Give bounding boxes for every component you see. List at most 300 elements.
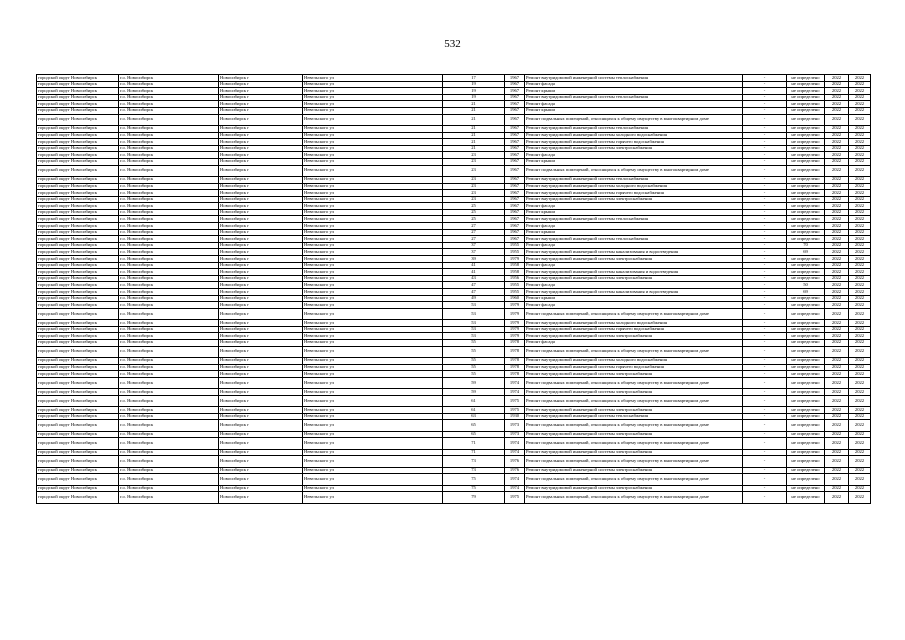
- dash-cell: -: [743, 339, 787, 346]
- year-end-cell: 2022: [849, 101, 871, 108]
- year-built-cell: 1967: [505, 176, 525, 183]
- district-cell: г.о. Новосибирск: [119, 275, 219, 282]
- house-number-cell: 27: [443, 229, 505, 236]
- table-row: [37, 88, 871, 95]
- year-start-cell: 2022: [825, 431, 849, 438]
- dash-cell: -: [743, 474, 787, 485]
- municipality-cell: городской округ Новосибирск: [37, 94, 119, 101]
- year-built-cell: 1967: [505, 216, 525, 223]
- cost-cell: не определено: [787, 275, 825, 282]
- street-cell: Невельского ул: [303, 249, 443, 256]
- cost-cell: не определено: [787, 75, 825, 82]
- year-start-cell: 2022: [825, 377, 849, 388]
- settlement-cell: Новосибирск г: [219, 101, 303, 108]
- table-row: [37, 420, 871, 431]
- year-start-cell: 2022: [825, 249, 849, 256]
- year-built-cell: 1978: [505, 346, 525, 357]
- table-row: [37, 229, 871, 236]
- cost-cell: не определено: [787, 474, 825, 485]
- dash-cell: -: [743, 81, 787, 88]
- year-start-cell: 2022: [825, 364, 849, 371]
- dash-cell: -: [743, 125, 787, 132]
- year-end-cell: 2022: [849, 295, 871, 302]
- house-number-cell: 53: [443, 326, 505, 333]
- settlement-cell: Новосибирск г: [219, 431, 303, 438]
- house-number-cell: 43: [443, 275, 505, 282]
- table-row: [37, 262, 871, 269]
- year-start-cell: 2022: [825, 289, 849, 296]
- street-cell: Невельского ул: [303, 94, 443, 101]
- house-number-cell: 73: [443, 467, 505, 474]
- district-cell: г.о. Новосибирск: [119, 125, 219, 132]
- settlement-cell: Новосибирск г: [219, 125, 303, 132]
- work-type-cell: Ремонт фасада: [525, 152, 743, 159]
- house-number-cell: 25: [443, 209, 505, 216]
- work-type-cell: Ремонт внутридомовой инженерной системы электроснабжения: [525, 407, 743, 414]
- municipality-cell: городской округ Новосибирск: [37, 196, 119, 203]
- table-row: [37, 101, 871, 108]
- house-number-cell: 79: [443, 492, 505, 503]
- year-end-cell: 2022: [849, 209, 871, 216]
- municipality-cell: городской округ Новосибирск: [37, 176, 119, 183]
- district-cell: г.о. Новосибирск: [119, 339, 219, 346]
- cost-cell: 69: [787, 249, 825, 256]
- house-number-cell: 55: [443, 339, 505, 346]
- cost-cell: не определено: [787, 223, 825, 230]
- year-start-cell: 2022: [825, 132, 849, 139]
- settlement-cell: Новосибирск г: [219, 295, 303, 302]
- cost-cell: не определено: [787, 467, 825, 474]
- cost-cell: не определено: [787, 438, 825, 449]
- cost-cell: не определено: [787, 209, 825, 216]
- work-type-cell: Ремонт внутридомовой инженерной системы теплоснабжения: [525, 125, 743, 132]
- cost-cell: не определено: [787, 152, 825, 159]
- year-start-cell: 2022: [825, 320, 849, 327]
- street-cell: Невельского ул: [303, 467, 443, 474]
- year-end-cell: 2022: [849, 326, 871, 333]
- municipality-cell: городской округ Новосибирск: [37, 420, 119, 431]
- year-end-cell: 2022: [849, 389, 871, 396]
- dash-cell: -: [743, 302, 787, 309]
- year-built-cell: 1930: [505, 413, 525, 420]
- year-built-cell: 1973: [505, 420, 525, 431]
- house-number-cell: 73: [443, 456, 505, 467]
- table-row: [37, 302, 871, 309]
- work-type-cell: Ремонт внутридомовой инженерной системы электроснабжения: [525, 275, 743, 282]
- table-row: [37, 216, 871, 223]
- table-body: [37, 75, 871, 504]
- district-cell: г.о. Новосибирск: [119, 413, 219, 420]
- house-number-cell: 59: [443, 389, 505, 396]
- district-cell: г.о. Новосибирск: [119, 256, 219, 263]
- year-built-cell: 1955: [505, 249, 525, 256]
- street-cell: Невельского ул: [303, 145, 443, 152]
- house-number-cell: 65: [443, 420, 505, 431]
- year-end-cell: 2022: [849, 94, 871, 101]
- district-cell: г.о. Новосибирск: [119, 165, 219, 176]
- street-cell: Невельского ул: [303, 302, 443, 309]
- municipality-cell: городской округ Новосибирск: [37, 389, 119, 396]
- street-cell: Невельского ул: [303, 339, 443, 346]
- settlement-cell: Новосибирск г: [219, 81, 303, 88]
- work-type-cell: Ремонт внутридомовой инженерной системы холодного водоснабжения: [525, 132, 743, 139]
- cost-cell: не определено: [787, 269, 825, 276]
- dash-cell: -: [743, 326, 787, 333]
- house-number-cell: 63: [443, 413, 505, 420]
- work-type-cell: Ремонт фасада: [525, 101, 743, 108]
- district-cell: г.о. Новосибирск: [119, 308, 219, 319]
- work-type-cell: Ремонт фасада: [525, 242, 743, 249]
- municipality-cell: городской округ Новосибирск: [37, 107, 119, 114]
- cost-cell: не определено: [787, 389, 825, 396]
- municipality-cell: городской округ Новосибирск: [37, 165, 119, 176]
- settlement-cell: Новосибирск г: [219, 389, 303, 396]
- street-cell: Невельского ул: [303, 456, 443, 467]
- street-cell: Невельского ул: [303, 196, 443, 203]
- year-end-cell: 2022: [849, 346, 871, 357]
- cost-cell: не определено: [787, 256, 825, 263]
- year-start-cell: 2022: [825, 269, 849, 276]
- year-end-cell: 2022: [849, 333, 871, 340]
- table-row: [37, 364, 871, 371]
- year-start-cell: 2022: [825, 183, 849, 190]
- year-built-cell: 1967: [505, 190, 525, 197]
- year-start-cell: 2022: [825, 81, 849, 88]
- house-number-cell: 23: [443, 183, 505, 190]
- street-cell: Невельского ул: [303, 88, 443, 95]
- dash-cell: -: [743, 114, 787, 125]
- year-built-cell: 1979: [505, 302, 525, 309]
- work-type-cell: Ремонт подвальных помещений, относящихся к общему имуществу в многоквартирном доме: [525, 438, 743, 449]
- settlement-cell: Новосибирск г: [219, 485, 303, 492]
- house-number-cell: 53: [443, 308, 505, 319]
- street-cell: Невельского ул: [303, 275, 443, 282]
- year-start-cell: 2022: [825, 196, 849, 203]
- cost-cell: не определено: [787, 449, 825, 456]
- cost-cell: не определено: [787, 107, 825, 114]
- year-start-cell: 2022: [825, 223, 849, 230]
- year-end-cell: 2022: [849, 145, 871, 152]
- cost-cell: не определено: [787, 339, 825, 346]
- table-row: [37, 203, 871, 210]
- year-start-cell: 2022: [825, 371, 849, 378]
- district-cell: г.о. Новосибирск: [119, 333, 219, 340]
- municipality-cell: городской округ Новосибирск: [37, 209, 119, 216]
- municipality-cell: городской округ Новосибирск: [37, 75, 119, 82]
- street-cell: Невельского ул: [303, 216, 443, 223]
- dash-cell: -: [743, 176, 787, 183]
- house-number-cell: 23: [443, 152, 505, 159]
- year-built-cell: 1960: [505, 295, 525, 302]
- settlement-cell: Новосибирск г: [219, 75, 303, 82]
- year-start-cell: 2022: [825, 139, 849, 146]
- district-cell: г.о. Новосибирск: [119, 320, 219, 327]
- table-row: [37, 242, 871, 249]
- house-number-cell: 53: [443, 302, 505, 309]
- dash-cell: -: [743, 203, 787, 210]
- settlement-cell: Новосибирск г: [219, 320, 303, 327]
- street-cell: Невельского ул: [303, 190, 443, 197]
- district-cell: г.о. Новосибирск: [119, 183, 219, 190]
- settlement-cell: Новосибирск г: [219, 308, 303, 319]
- house-number-cell: 53: [443, 333, 505, 340]
- district-cell: г.о. Новосибирск: [119, 456, 219, 467]
- year-built-cell: 1967: [505, 132, 525, 139]
- cost-cell: 69: [787, 289, 825, 296]
- year-end-cell: 2022: [849, 431, 871, 438]
- dash-cell: -: [743, 229, 787, 236]
- work-type-cell: Ремонт подвальных помещений, относящихся к общему имуществу в многоквартирном доме: [525, 474, 743, 485]
- dash-cell: -: [743, 320, 787, 327]
- municipality-cell: городской округ Новосибирск: [37, 282, 119, 289]
- street-cell: Невельского ул: [303, 223, 443, 230]
- settlement-cell: Новосибирск г: [219, 371, 303, 378]
- district-cell: г.о. Новосибирск: [119, 236, 219, 243]
- street-cell: Невельского ул: [303, 371, 443, 378]
- dash-cell: -: [743, 75, 787, 82]
- table-row: [37, 474, 871, 485]
- settlement-cell: Новосибирск г: [219, 145, 303, 152]
- dash-cell: -: [743, 165, 787, 176]
- house-number-cell: 59: [443, 377, 505, 388]
- settlement-cell: Новосибирск г: [219, 420, 303, 431]
- cost-cell: не определено: [787, 357, 825, 364]
- work-type-cell: Ремонт фасада: [525, 262, 743, 269]
- settlement-cell: Новосибирск г: [219, 438, 303, 449]
- house-number-cell: 39: [443, 256, 505, 263]
- district-cell: г.о. Новосибирск: [119, 449, 219, 456]
- municipality-cell: городской округ Новосибирск: [37, 183, 119, 190]
- year-end-cell: 2022: [849, 275, 871, 282]
- cost-cell: не определено: [787, 308, 825, 319]
- work-type-cell: Ремонт подвальных помещений, относящихся к общему имуществу в многоквартирном доме: [525, 165, 743, 176]
- settlement-cell: Новосибирск г: [219, 289, 303, 296]
- work-type-cell: Ремонт внутридомовой инженерной системы канализования и водоотведения: [525, 249, 743, 256]
- district-cell: г.о. Новосибирск: [119, 485, 219, 492]
- year-start-cell: 2022: [825, 333, 849, 340]
- year-built-cell: 1967: [505, 203, 525, 210]
- table-row: [37, 282, 871, 289]
- year-built-cell: 1967: [505, 94, 525, 101]
- year-end-cell: 2022: [849, 256, 871, 263]
- year-start-cell: 2022: [825, 176, 849, 183]
- municipality-cell: городской округ Новосибирск: [37, 289, 119, 296]
- municipality-cell: городской округ Новосибирск: [37, 431, 119, 438]
- district-cell: г.о. Новосибирск: [119, 101, 219, 108]
- table-row: [37, 371, 871, 378]
- year-end-cell: 2022: [849, 158, 871, 165]
- street-cell: Невельского ул: [303, 256, 443, 263]
- district-cell: г.о. Новосибирск: [119, 114, 219, 125]
- house-number-cell: 47: [443, 282, 505, 289]
- year-end-cell: 2022: [849, 308, 871, 319]
- work-type-cell: Ремонт крыши: [525, 158, 743, 165]
- settlement-cell: Новосибирск г: [219, 176, 303, 183]
- year-built-cell: 1973: [505, 431, 525, 438]
- municipality-cell: городской округ Новосибирск: [37, 485, 119, 492]
- year-built-cell: 1955: [505, 282, 525, 289]
- settlement-cell: Новосибирск г: [219, 242, 303, 249]
- cost-cell: не определено: [787, 94, 825, 101]
- dash-cell: -: [743, 158, 787, 165]
- year-end-cell: 2022: [849, 282, 871, 289]
- dash-cell: -: [743, 145, 787, 152]
- work-type-cell: Ремонт внутридомовой инженерной системы электроснабжения: [525, 485, 743, 492]
- work-type-cell: Ремонт крыши: [525, 229, 743, 236]
- work-type-cell: Ремонт внутридомовой инженерной системы электроснабжения: [525, 371, 743, 378]
- street-cell: Невельского ул: [303, 203, 443, 210]
- table-row: [37, 75, 871, 82]
- table-row: [37, 132, 871, 139]
- work-type-cell: Ремонт крыши: [525, 88, 743, 95]
- year-end-cell: 2022: [849, 377, 871, 388]
- cost-cell: не определено: [787, 420, 825, 431]
- district-cell: г.о. Новосибирск: [119, 190, 219, 197]
- street-cell: Невельского ул: [303, 165, 443, 176]
- work-type-cell: Ремонт фасада: [525, 339, 743, 346]
- table-row: [37, 346, 871, 357]
- district-cell: г.о. Новосибирск: [119, 242, 219, 249]
- year-start-cell: 2022: [825, 158, 849, 165]
- work-type-cell: Ремонт внутридомовой инженерной системы теплоснабжения: [525, 216, 743, 223]
- dash-cell: -: [743, 242, 787, 249]
- dash-cell: -: [743, 152, 787, 159]
- table-row: [37, 152, 871, 159]
- year-end-cell: 2022: [849, 190, 871, 197]
- district-cell: г.о. Новосибирск: [119, 492, 219, 503]
- house-number-cell: 23: [443, 196, 505, 203]
- district-cell: г.о. Новосибирск: [119, 139, 219, 146]
- work-type-cell: Ремонт внутридомовой инженерной системы электроснабжения: [525, 256, 743, 263]
- work-type-cell: Ремонт фасада: [525, 302, 743, 309]
- cost-cell: не определено: [787, 81, 825, 88]
- dash-cell: -: [743, 132, 787, 139]
- year-built-cell: 1967: [505, 125, 525, 132]
- year-end-cell: 2022: [849, 262, 871, 269]
- district-cell: г.о. Новосибирск: [119, 295, 219, 302]
- year-built-cell: 1967: [505, 145, 525, 152]
- year-built-cell: 1955: [505, 242, 525, 249]
- cost-cell: не определено: [787, 190, 825, 197]
- settlement-cell: Новосибирск г: [219, 183, 303, 190]
- street-cell: Невельского ул: [303, 183, 443, 190]
- district-cell: г.о. Новосибирск: [119, 357, 219, 364]
- street-cell: Невельского ул: [303, 431, 443, 438]
- cost-cell: не определено: [787, 413, 825, 420]
- year-end-cell: 2022: [849, 407, 871, 414]
- year-built-cell: 1967: [505, 152, 525, 159]
- dash-cell: -: [743, 196, 787, 203]
- house-number-cell: 23: [443, 176, 505, 183]
- page-number: 532: [444, 38, 461, 50]
- cost-cell: не определено: [787, 101, 825, 108]
- cost-cell: не определено: [787, 236, 825, 243]
- year-end-cell: 2022: [849, 420, 871, 431]
- year-start-cell: 2022: [825, 125, 849, 132]
- year-start-cell: 2022: [825, 165, 849, 176]
- work-type-cell: Ремонт внутридомовой инженерной системы теплоснабжения: [525, 94, 743, 101]
- year-built-cell: 1967: [505, 81, 525, 88]
- municipality-cell: городской округ Новосибирск: [37, 407, 119, 414]
- year-built-cell: 1978: [505, 357, 525, 364]
- settlement-cell: Новосибирск г: [219, 139, 303, 146]
- settlement-cell: Новосибирск г: [219, 88, 303, 95]
- house-number-cell: 23: [443, 190, 505, 197]
- district-cell: г.о. Новосибирск: [119, 389, 219, 396]
- work-type-cell: Ремонт внутридомовой инженерной системы холодного водоснабжения: [525, 357, 743, 364]
- municipality-cell: городской округ Новосибирск: [37, 438, 119, 449]
- municipality-cell: городской округ Новосибирск: [37, 190, 119, 197]
- street-cell: Невельского ул: [303, 377, 443, 388]
- municipality-cell: городской округ Новосибирск: [37, 88, 119, 95]
- settlement-cell: Новосибирск г: [219, 492, 303, 503]
- year-start-cell: 2022: [825, 275, 849, 282]
- district-cell: г.о. Новосибирск: [119, 132, 219, 139]
- year-end-cell: 2022: [849, 125, 871, 132]
- work-type-cell: Ремонт внутридомовой инженерной системы электроснабжения: [525, 449, 743, 456]
- table-row: [37, 492, 871, 503]
- settlement-cell: Новосибирск г: [219, 467, 303, 474]
- work-type-cell: Ремонт фасада: [525, 81, 743, 88]
- street-cell: Невельского ул: [303, 152, 443, 159]
- work-type-cell: Ремонт внутридомовой инженерной системы теплоснабжения: [525, 413, 743, 420]
- year-end-cell: 2022: [849, 302, 871, 309]
- municipality-cell: городской округ Новосибирск: [37, 81, 119, 88]
- table-row: [37, 275, 871, 282]
- year-start-cell: 2022: [825, 395, 849, 406]
- year-end-cell: 2022: [849, 438, 871, 449]
- year-start-cell: 2022: [825, 152, 849, 159]
- street-cell: Невельского ул: [303, 229, 443, 236]
- year-end-cell: 2022: [849, 449, 871, 456]
- year-start-cell: 2022: [825, 282, 849, 289]
- year-end-cell: 2022: [849, 132, 871, 139]
- year-built-cell: 1975: [505, 492, 525, 503]
- year-start-cell: 2022: [825, 420, 849, 431]
- house-number-cell: 23: [443, 165, 505, 176]
- district-cell: г.о. Новосибирск: [119, 203, 219, 210]
- house-number-cell: 55: [443, 371, 505, 378]
- year-built-cell: 1978: [505, 364, 525, 371]
- work-type-cell: Ремонт фасада: [525, 223, 743, 230]
- year-built-cell: 1967: [505, 183, 525, 190]
- street-cell: Невельского ул: [303, 395, 443, 406]
- table-row: [37, 357, 871, 364]
- year-built-cell: 1967: [505, 165, 525, 176]
- house-number-cell: 21: [443, 139, 505, 146]
- year-end-cell: 2022: [849, 395, 871, 406]
- work-type-cell: Ремонт внутридомовой инженерной системы горячего водоснабжения: [525, 139, 743, 146]
- settlement-cell: Новосибирск г: [219, 223, 303, 230]
- municipality-cell: городской округ Новосибирск: [37, 139, 119, 146]
- house-number-cell: 61: [443, 395, 505, 406]
- work-type-cell: Ремонт крыши: [525, 209, 743, 216]
- table-row: [37, 183, 871, 190]
- year-start-cell: 2022: [825, 75, 849, 82]
- dash-cell: -: [743, 467, 787, 474]
- settlement-cell: Новосибирск г: [219, 275, 303, 282]
- year-start-cell: 2022: [825, 357, 849, 364]
- district-cell: г.о. Новосибирск: [119, 302, 219, 309]
- dash-cell: -: [743, 413, 787, 420]
- house-number-cell: 53: [443, 320, 505, 327]
- work-type-cell: Ремонт подвальных помещений, относящихся к общему имуществу в многоквартирном доме: [525, 456, 743, 467]
- street-cell: Невельского ул: [303, 474, 443, 485]
- year-built-cell: 1974: [505, 389, 525, 396]
- cost-cell: не определено: [787, 377, 825, 388]
- district-cell: г.о. Новосибирск: [119, 269, 219, 276]
- year-end-cell: 2022: [849, 249, 871, 256]
